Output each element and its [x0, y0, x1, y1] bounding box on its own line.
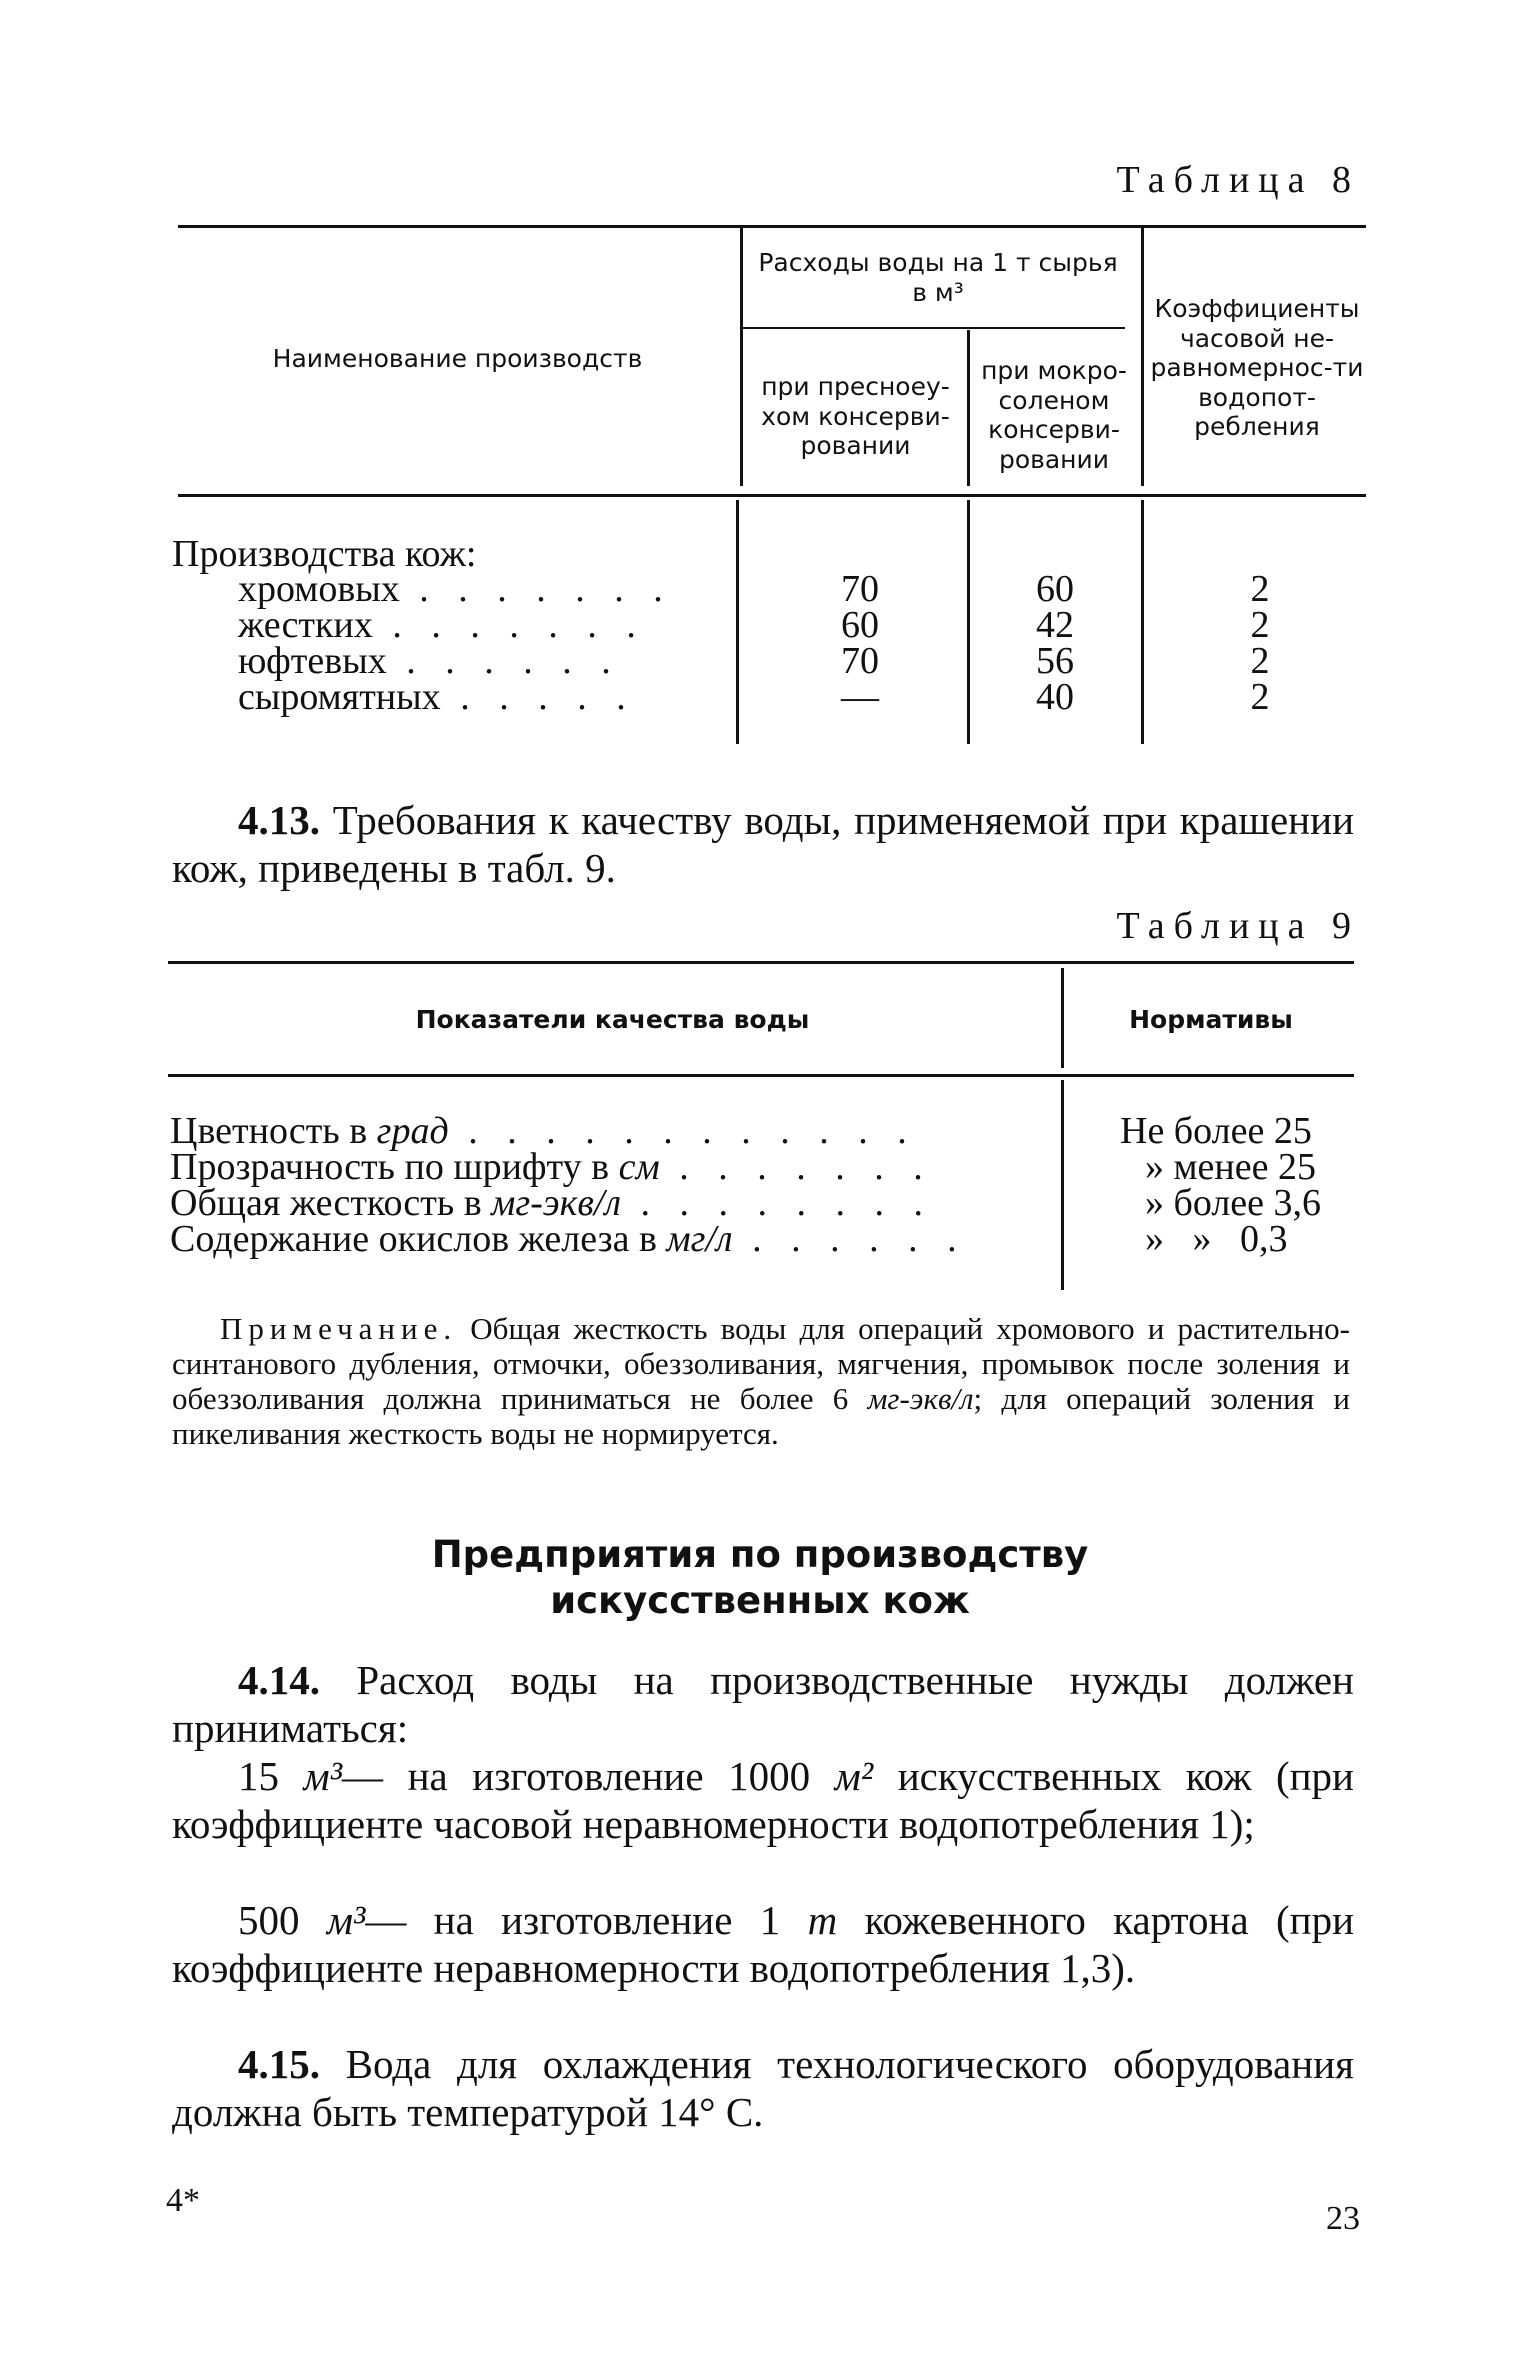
- table8-subheader-rule: [742, 327, 1125, 329]
- table8-col-divider-1: [740, 228, 743, 486]
- paragraph-4-15: 4.15. Вода для охлаждения технологического оборудования должна быть температурой 14° С.: [172, 2041, 1354, 2135]
- table8-cell-coef: 2: [1250, 676, 1270, 718]
- table8-cell-fresh: 60: [841, 604, 879, 646]
- table8-cell-coef: 2: [1250, 604, 1270, 646]
- section-heading: Предприятия по производству искусственных кож: [431, 1533, 1089, 1622]
- table8-header-fresh: при пресноеу-хом консерви-ровании: [761, 372, 950, 460]
- table8-group-label: Производства кож:: [172, 533, 477, 575]
- table9-header-divider: [1061, 968, 1064, 1068]
- table9-row-param: Общая жесткость в мг-экв/л . . . . . . . .: [170, 1182, 934, 1224]
- table8-row-name: хромовых . . . . . . .: [238, 568, 673, 610]
- table9-row-norm: » » 0,3: [1145, 1218, 1288, 1260]
- table8-body-divider-2: [967, 500, 970, 744]
- table9-caption: Таблица 9: [1116, 905, 1360, 947]
- table8-cell-wet: 40: [1036, 676, 1074, 718]
- table8-cell-fresh: 70: [841, 568, 879, 610]
- table9-header-param: Показатели качества воды: [415, 1005, 810, 1034]
- table8-top-rule: [178, 225, 1366, 228]
- table9-header-rule: [168, 1074, 1354, 1077]
- paragraph-4-13: 4.13. Требования к качеству воды, применяемой при крашении кож, приведены в табл. 9.: [172, 797, 1355, 891]
- table8-row-name: жестких . . . . . . .: [238, 604, 646, 646]
- table9-note: Примечание. Общая жесткость воды для операций хромового и растительно-синтанового дубления, отмочки, обеззоливания, мягчения, промывок после золения и обеззоливания должна приниматься не более 6 мг-экв/л; для операций золения и пикеливания жесткость воды не нормируется.: [172, 1311, 1351, 1451]
- table8-cell-fresh: —: [841, 676, 879, 718]
- table8-row-name: сыромятных . . . . .: [238, 676, 636, 718]
- table8-body-divider-1: [736, 500, 739, 744]
- table8-header-group: Расходы воды на 1 т сырья в м³: [758, 248, 1118, 307]
- table9-row-norm: Не более 25: [1120, 1110, 1312, 1152]
- table8-caption: Таблица 8: [1116, 159, 1360, 201]
- table9-header-norm: Нормативы: [1129, 1005, 1293, 1034]
- table9-row-norm: » более 3,6: [1145, 1182, 1322, 1224]
- table9-body-divider: [1061, 1080, 1064, 1290]
- table8-cell-fresh: 70: [841, 640, 879, 682]
- page-number: 23: [1326, 2200, 1360, 2237]
- table9-row-param: Цветность в град . . . . . . . . . . . .: [170, 1110, 917, 1152]
- table9-row-param: Содержание окислов железа в мг/л . . . . . .: [170, 1218, 967, 1260]
- table8-cell-coef: 2: [1250, 568, 1270, 610]
- table9-row-norm: » менее 25: [1145, 1146, 1316, 1188]
- table8-cell-wet: 42: [1036, 604, 1074, 646]
- table8-col-divider-3: [1141, 228, 1144, 486]
- signature-mark: 4*: [166, 2182, 200, 2219]
- table8-header-wet: при мокро-соленом консерви-ровании: [981, 356, 1127, 474]
- table8-cell-wet: 56: [1036, 640, 1074, 682]
- table9-row-param: Прозрачность по шрифту в см . . . . . . .: [170, 1146, 933, 1188]
- table8-header-rule: [178, 494, 1366, 497]
- table8-header-name: Наименование производств: [272, 344, 643, 373]
- paragraph-4-14-item-2: 500 м³— на изготовление 1 т кожевенного картона (при коэффициенте неравномерности водопотребления 1,3).: [172, 1897, 1355, 1991]
- paragraph-4-14: 4.14. Расход воды на производственные нужды должен приниматься:: [172, 1657, 1354, 1751]
- table8-cell-coef: 2: [1250, 640, 1270, 682]
- table8-row-name: юфтевых . . . . . .: [238, 640, 621, 682]
- paragraph-4-14-item-1: 15 м³— на изготовление 1000 м² искусственных кож (при коэффициенте часовой неравномерности водопотребления 1);: [172, 1753, 1354, 1847]
- table8-header-coef: Коэффициенты часовой не-равномернос-ти водопот-ребления: [1150, 294, 1364, 441]
- table9-top-rule: [168, 961, 1354, 964]
- table8-body-divider-3: [1141, 500, 1144, 744]
- table8-cell-wet: 60: [1036, 568, 1074, 610]
